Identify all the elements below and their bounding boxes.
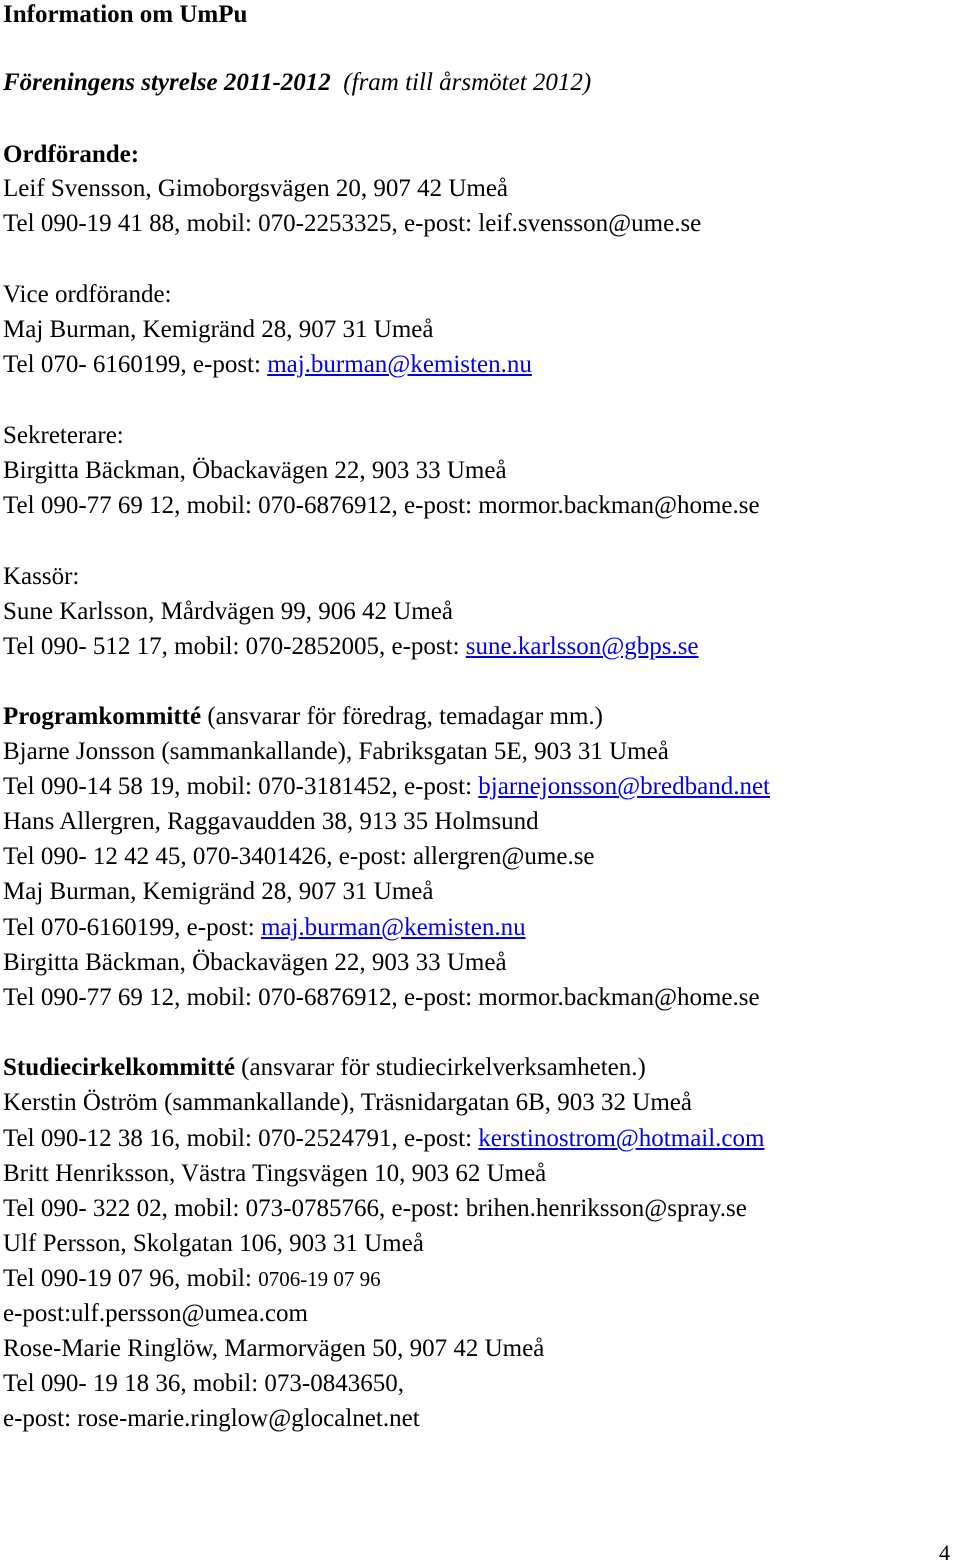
subtitle-paren: (fram till årsmötet 2012) [343,69,592,96]
studie-line-6 [3,1264,381,1294]
ordforande-heading: Ordförande: [3,141,140,168]
board-subtitle [3,68,591,98]
sekreterare-address: Birgitta Bäckman, Öbackavägen 22, 903 33 Umeå [3,457,507,484]
sekreterare-heading: Sekreterare: [3,422,124,449]
sekreterare-contact: Tel 090-77 69 12, mobil: 070-6876912, e-post: mormor.backman@home.se [3,492,760,519]
program-email-link-maj[interactable]: maj.burman@kemisten.nu [260,914,526,941]
vice-address: Maj Burman, Kemigränd 28, 907 31 Umeå [3,316,434,343]
program-line-6-text: Tel 070-6160199, e-post: [3,914,261,941]
program-line-7: Birgitta Bäckman, Öbackavägen 22, 903 33 Umeå [3,949,507,976]
studie-line-1: Kerstin Öström (sammankallande), Träsnidargatan 6B, 903 32 Umeå [3,1089,693,1116]
program-email-link-bjarne[interactable]: bjarnejonsson@bredband.net [478,773,770,800]
studie-line-6-text: Tel 090-19 07 96, mobil: [3,1265,259,1292]
program-line-6 [3,913,526,943]
studie-line-3: Britt Henriksson, Västra Tingsvägen 10, 903 62 Umeå [3,1160,547,1187]
program-line-2 [3,772,770,802]
page-number: 4 [939,1540,950,1565]
program-line-4: Tel 090- 12 42 45, 070-3401426, e-post: allergren@ume.se [3,843,595,870]
program-line-5: Maj Burman, Kemigränd 28, 907 31 Umeå [3,878,434,905]
ordforande-address: Leif Svensson, Gimoborgsvägen 20, 907 42 Umeå [3,175,509,202]
studie-heading-note: (ansvarar för studiecirkelverksamheten.) [234,1054,646,1081]
studie-heading-title: Studiecirkelkommitté [3,1054,235,1081]
program-heading-note: (ansvarar för föredrag, temadagar mm.) [201,703,603,730]
studie-line-9: Tel 090- 19 18 36, mobil: 073-0843650, [3,1370,405,1397]
kassor-contact-text: Tel 090- 512 17, mobil: 070-2852005, e-post: [3,633,466,660]
studie-line-6-mobile: 0706-19 07 96 [258,1267,381,1291]
studie-line-5: Ulf Persson, Skolgatan 106, 903 31 Umeå [3,1230,424,1257]
kassor-contact [3,632,699,662]
vice-contact-text: Tel 070- 6160199, e-post: [3,351,268,378]
page-title: Information om UmPu [3,1,248,28]
vice-contact [3,350,532,380]
studie-line-7: e-post:ulf.persson@umea.com [3,1300,308,1327]
studie-line-8: Rose-Marie Ringlöw, Marmorvägen 50, 907 42 Umeå [3,1335,545,1362]
studie-heading [3,1053,646,1083]
kassor-heading: Kassör: [3,563,80,590]
kassor-email-link[interactable]: sune.karlsson@gbps.se [465,633,699,660]
subtitle-main: Föreningens styrelse 2011-2012 [3,69,331,96]
ordforande-contact: Tel 090-19 41 88, mobil: 070-2253325, e-post: leif.svensson@ume.se [3,210,702,237]
studie-line-2 [3,1124,764,1154]
studie-line-2-text: Tel 090-12 38 16, mobil: 070-2524791, e-post: [3,1125,479,1152]
studie-line-10: e-post: rose-marie.ringlow@glocalnet.net [3,1405,420,1432]
program-line-1: Bjarne Jonsson (sammankallande), Fabriksgatan 5E, 903 31 Umeå [3,738,669,765]
program-heading-title: Programkommitté [3,703,202,730]
program-heading [3,702,603,732]
studie-email-link-kerstin[interactable]: kerstinostrom@hotmail.com [478,1125,765,1152]
program-line-8: Tel 090-77 69 12, mobil: 070-6876912, e-post: mormor.backman@home.se [3,984,760,1011]
program-line-3: Hans Allergren, Raggavaudden 38, 913 35 Holmsund [3,808,539,835]
studie-line-4: Tel 090- 322 02, mobil: 073-0785766, e-post: brihen.henriksson@spray.se [3,1195,747,1222]
vice-heading: Vice ordförande: [3,281,172,308]
kassor-address: Sune Karlsson, Mårdvägen 99, 906 42 Umeå [3,598,453,625]
vice-email-link[interactable]: maj.burman@kemisten.nu [267,351,532,378]
program-line-2-text: Tel 090-14 58 19, mobil: 070-3181452, e-post: [3,773,479,800]
